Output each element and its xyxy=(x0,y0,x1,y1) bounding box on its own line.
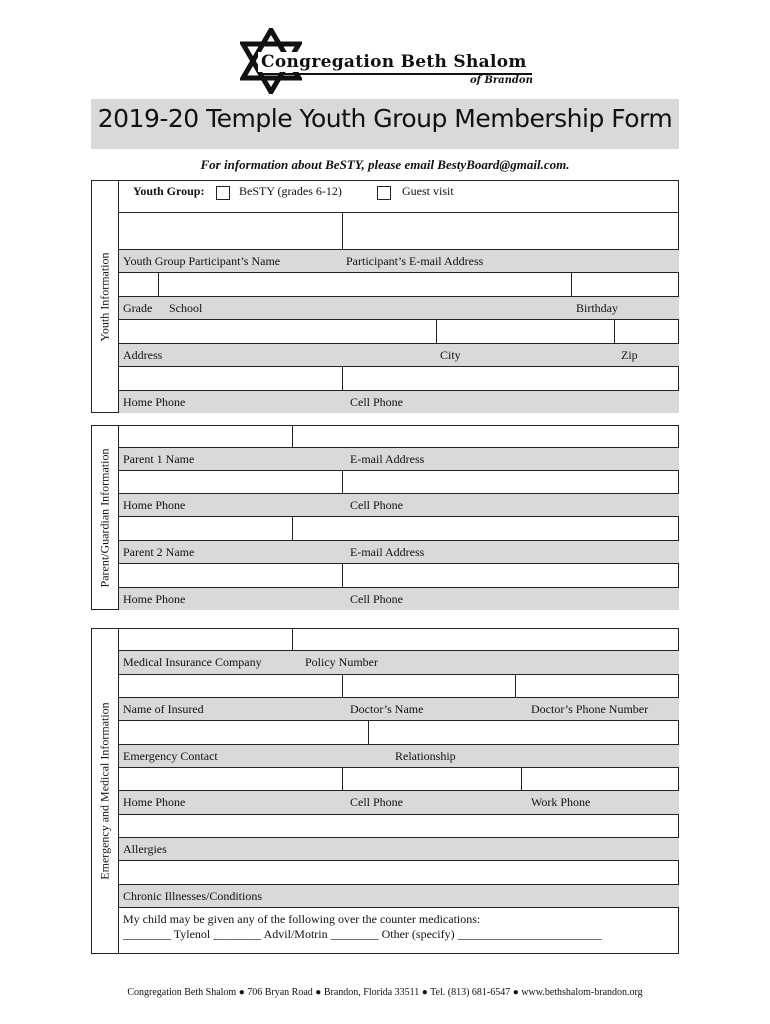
parent2-label-row xyxy=(119,541,679,564)
parent1-email-label: E-mail Address xyxy=(350,452,425,466)
parent-side-label: Parent/Guardian Information xyxy=(91,425,119,610)
insurance-company-label: Medical Insurance Company xyxy=(123,655,262,669)
chronic-input-row xyxy=(119,861,679,885)
parent1-email-field[interactable] xyxy=(293,425,679,447)
birthday-field[interactable] xyxy=(572,273,679,296)
chronic-label: Chronic Illnesses/Conditions xyxy=(123,889,262,903)
footer-address: Congregation Beth Shalom ● 706 Bryan Road ● Brandon, Florida 33511 ● Tel. (813) 681-6547 ● www.bethshalom-brandon.org xyxy=(127,987,643,998)
chronic-label-row xyxy=(119,885,679,908)
page-title: 2019-20 Temple Youth Group Membership Form xyxy=(97,104,673,133)
parent2-home-phone-label: Home Phone xyxy=(123,592,186,606)
emergency-contact-input-row xyxy=(119,721,679,745)
besty-option-label: BeSTY (grades 6-12) xyxy=(239,184,342,198)
parent1-cell-phone-label: Cell Phone xyxy=(350,498,403,512)
participant-name-field[interactable] xyxy=(119,213,342,249)
guest-visit-label: Guest visit xyxy=(402,184,454,198)
medications-line-2[interactable]: ________ Tylenol ________ Advil/Motrin ________ Other (specify) ________________________ xyxy=(123,927,602,941)
parent1-phone-label-row xyxy=(119,494,679,517)
parent2-email-field[interactable] xyxy=(293,517,679,540)
info-line: For information about BeSTY, please email BestyBoard@gmail.com. xyxy=(200,157,570,172)
policy-number-label: Policy Number xyxy=(305,655,378,669)
parent2-cell-phone-field[interactable] xyxy=(343,564,679,587)
grade-field[interactable] xyxy=(119,273,158,296)
emergency-contact-label: Emergency Contact xyxy=(123,749,218,763)
medications-line-1: My child may be given any of the following over the counter medications: xyxy=(123,912,481,926)
insurance-label-row xyxy=(119,651,679,675)
youth-cell-phone-field[interactable] xyxy=(343,367,679,390)
parent1-phone-input-row xyxy=(119,471,679,494)
emergency-contact-label-row xyxy=(119,745,679,768)
school-label: School xyxy=(169,301,203,315)
parent1-home-phone-label: Home Phone xyxy=(123,498,186,512)
parent2-input-row xyxy=(119,517,679,541)
grade-label: Grade xyxy=(123,301,153,315)
youth-cell-phone-label: Cell Phone xyxy=(350,395,403,409)
doctor-name-label: Doctor’s Name xyxy=(350,702,424,716)
medications-row xyxy=(119,908,679,954)
youth-group-row xyxy=(119,180,679,213)
relationship-field[interactable] xyxy=(369,721,679,744)
address-field[interactable] xyxy=(119,320,436,343)
parent1-name-label: Parent 1 Name xyxy=(123,452,195,466)
address-input-row xyxy=(119,320,679,344)
emergency-work-phone-label: Work Phone xyxy=(531,795,591,809)
youth-side-label: Youth Information xyxy=(91,180,119,413)
allergies-label: Allergies xyxy=(123,842,167,856)
policy-number-field[interactable] xyxy=(293,628,679,650)
besty-checkbox[interactable] xyxy=(216,186,230,200)
allergies-input-row xyxy=(119,815,679,838)
allergies-field[interactable] xyxy=(119,815,679,837)
emergency-cell-phone-label: Cell Phone xyxy=(350,795,403,809)
birthday-label: Birthday xyxy=(576,301,618,315)
parent2-name-label: Parent 2 Name xyxy=(123,545,195,559)
name-insured-field[interactable] xyxy=(119,675,342,697)
chronic-field[interactable] xyxy=(119,861,679,884)
emergency-side-label: Emergency and Medical Information xyxy=(91,628,119,954)
parent2-name-field[interactable] xyxy=(119,517,292,540)
guest-visit-checkbox[interactable] xyxy=(377,186,391,200)
participant-email-label: Participant’s E-mail Address xyxy=(346,254,484,268)
allergies-label-row xyxy=(119,838,679,861)
parent2-phone-label-row xyxy=(119,588,679,610)
doctor-phone-field[interactable] xyxy=(516,675,679,697)
relationship-label: Relationship xyxy=(395,749,456,763)
parent2-email-label: E-mail Address xyxy=(350,545,425,559)
parent2-cell-phone-label: Cell Phone xyxy=(350,592,403,606)
insurance-company-field[interactable] xyxy=(119,628,292,650)
parent1-input-row xyxy=(119,425,679,448)
participant-label-row xyxy=(119,250,679,273)
youth-home-phone-field[interactable] xyxy=(119,367,342,390)
grade-label-row xyxy=(119,297,679,320)
emergency-phone-label-row xyxy=(119,791,679,815)
emergency-phone-input-row xyxy=(119,768,679,791)
grade-input-row xyxy=(119,273,679,297)
insurance-input-row xyxy=(119,628,679,651)
parent1-home-phone-field[interactable] xyxy=(119,471,342,493)
name-insured-label: Name of Insured xyxy=(123,702,204,716)
emergency-home-phone-label: Home Phone xyxy=(123,795,186,809)
doctor-name-field[interactable] xyxy=(343,675,515,697)
parent2-phone-input-row xyxy=(119,564,679,588)
insured-label-row xyxy=(119,698,679,721)
insured-input-row xyxy=(119,675,679,698)
parent1-cell-phone-field[interactable] xyxy=(343,471,679,493)
emergency-contact-field[interactable] xyxy=(119,721,368,744)
city-field[interactable] xyxy=(437,320,614,343)
participant-email-field[interactable] xyxy=(343,213,679,249)
parent1-label-row xyxy=(119,448,679,471)
emergency-work-phone-field[interactable] xyxy=(522,768,679,790)
school-field[interactable] xyxy=(159,273,571,296)
address-label: Address xyxy=(123,348,163,362)
parent2-home-phone-field[interactable] xyxy=(119,564,342,587)
zip-field[interactable] xyxy=(615,320,679,343)
city-label: City xyxy=(440,348,461,362)
emergency-home-phone-field[interactable] xyxy=(119,768,342,790)
youth-home-phone-label: Home Phone xyxy=(123,395,186,409)
youth-phone-label-row xyxy=(119,391,679,413)
youth-phone-input-row xyxy=(119,367,679,391)
address-label-row xyxy=(119,344,679,367)
participant-name-label: Youth Group Participant’s Name xyxy=(123,254,281,268)
participant-input-row xyxy=(119,213,679,250)
emergency-cell-phone-field[interactable] xyxy=(343,768,521,790)
zip-label: Zip xyxy=(621,348,638,362)
doctor-phone-label: Doctor’s Phone Number xyxy=(531,702,649,716)
parent1-name-field[interactable] xyxy=(119,425,292,447)
org-name: Congregation Beth Shalom xyxy=(258,52,530,72)
youth-group-label: Youth Group: xyxy=(133,184,205,198)
org-sub: of Brandon xyxy=(470,75,533,86)
